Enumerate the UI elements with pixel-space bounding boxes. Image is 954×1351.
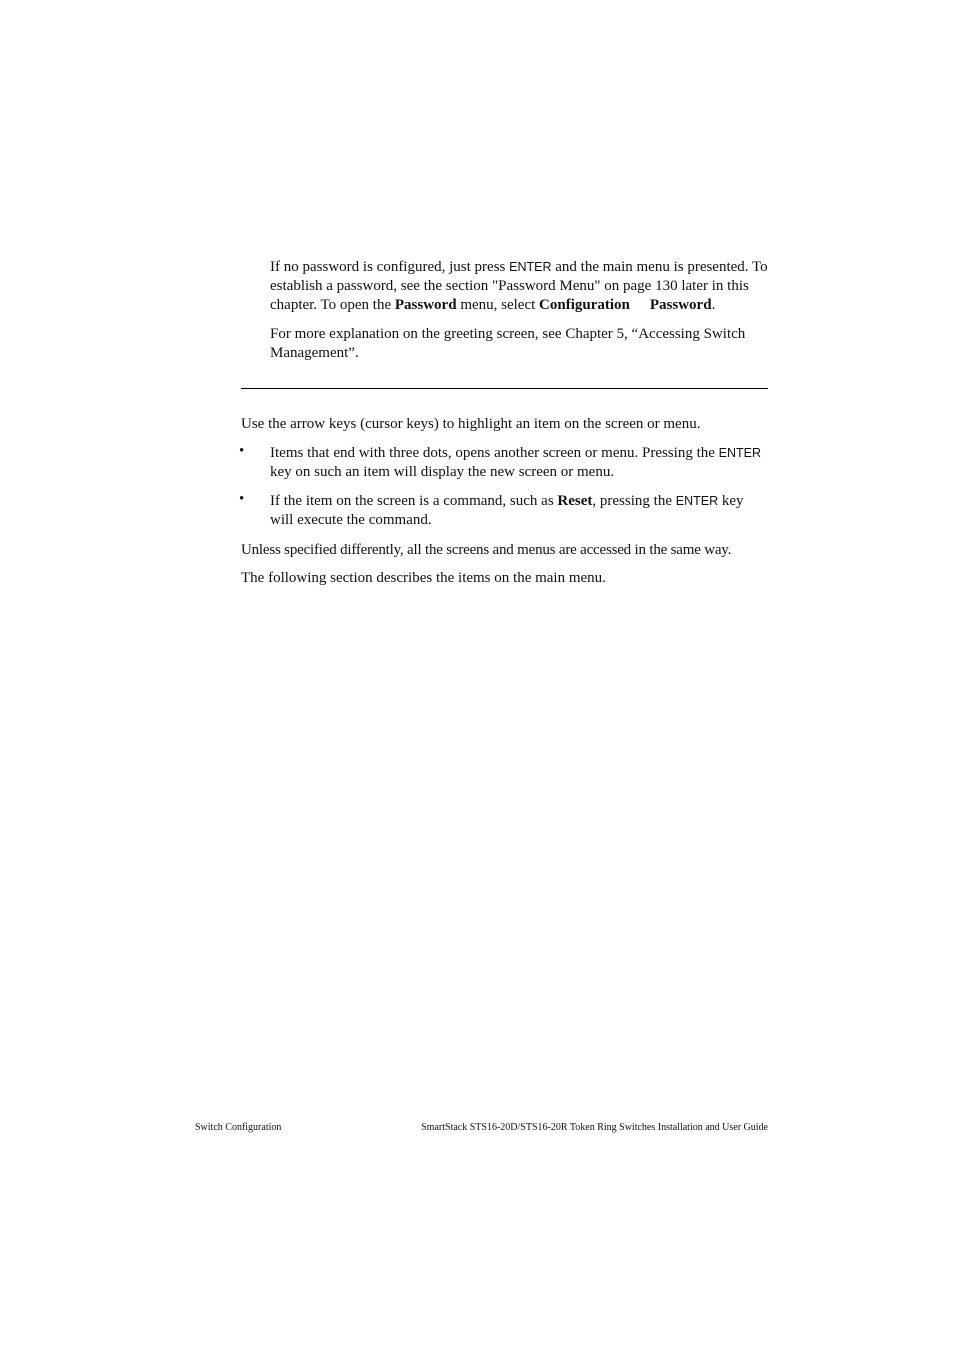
text: . [711,297,716,313]
configuration-menu-name: Configuration [539,297,630,313]
text: , pressing the [592,493,676,509]
text: menu, select [456,297,540,313]
footer-section-title: Switch Configuration [195,1122,282,1133]
text: If no password is configured, just press [270,259,510,275]
same-way-paragraph: Unless specified differently, all the screens and menus are accessed in the same way. [241,542,732,558]
footer-document-title: SmartStack STS16-20D/STS16-20R Token Ring Switches Installation and User Guide [421,1122,768,1133]
password-paragraph [270,258,768,315]
text: key on such an item will display the new screen or menu. [270,464,615,480]
text: and the main menu is presented. To establish a password, see the section "Password Menu" on page 130 later in this chapter. To open the [270,259,768,313]
greeting-screen-paragraph: For more explanation on the greeting screen, see Chapter 5, “Accessing Switch Management”. [270,326,746,361]
list-item [270,444,768,482]
section-divider [241,388,768,389]
list-item [270,492,768,530]
reset-command-name: Reset [557,493,593,509]
password-menu-name: Password [394,297,457,313]
navigation-lead-paragraph: Use the arrow keys (cursor keys) to highlight an item on the screen or menu. [241,416,701,432]
enter-key-label: ENTER [509,260,552,274]
enter-key-label: ENTER [675,494,719,508]
text: key will execute the command. [270,493,744,528]
password-menu-path: Password [649,297,712,313]
text: If the item on the screen is a command, such as [270,493,558,509]
bullet-icon: • [239,491,245,507]
main-menu-paragraph: The following section describes the items on the main menu. [241,570,606,586]
bullet-icon: • [239,443,245,459]
enter-key-label: ENTER [718,446,762,460]
text: Items that end with three dots, opens another screen or menu. Pressing the [270,445,719,461]
